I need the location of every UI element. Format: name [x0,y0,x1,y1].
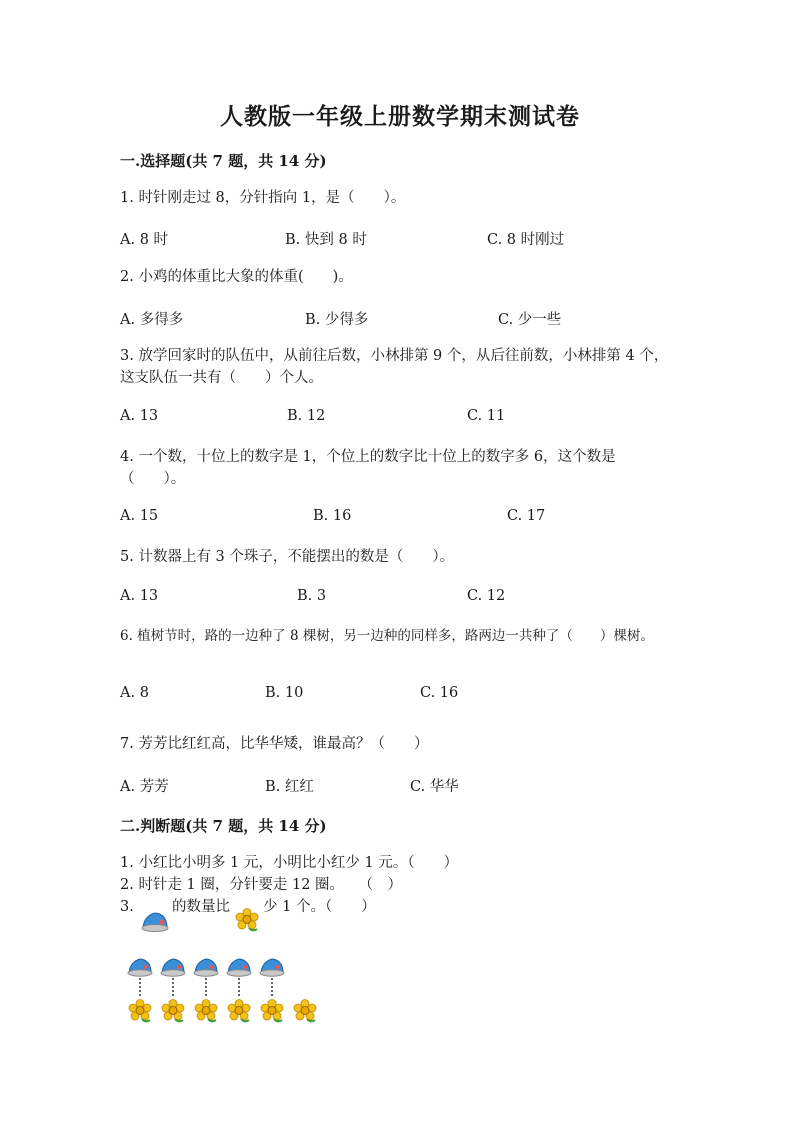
flower-icon [294,1000,316,1022]
option-a: A. 芳芳 [120,779,169,795]
option-b: B. 少得多 [305,312,369,328]
judgement-3-number: 3. [120,899,134,915]
judgement-1: 1. 小红比小明多 1 元，小明比小红少 1 元。（ ） [120,855,459,871]
hats-and-flowers-picture [125,955,325,1027]
flower-icon [162,1000,184,1022]
option-a: A. 13 [120,588,159,604]
option-a: A. 8 [120,685,149,701]
hat-icon [227,959,251,976]
judgement-3-middle: 的数量比 [172,899,230,915]
option-b: B. 12 [287,408,326,424]
flower-icon [261,1000,283,1022]
hat-icon [260,959,284,976]
question-3: 3. 放学回家时的队伍中，从前往后数，小林排第 9 个，从后往前数，小林排第 4 个，这支队伍一共有（ ）个人。 [120,348,669,386]
option-b: B. 红红 [265,779,314,795]
section-heading-judgement: 二.判断题(共 7 题，共 14 分) [120,817,327,835]
option-b: B. 16 [313,508,352,524]
section-heading-choice: 一.选择题(共 7 题，共 14 分) [120,152,327,170]
option-c: C. 17 [507,508,546,524]
flower-icon [129,1000,151,1022]
question-6: 6. 植树节时，路的一边种了 8 棵树，另一边种的同样多，路两边一共种了（ ）棵树。 [120,628,654,644]
option-c: C. 16 [420,685,459,701]
question-2: 2. 小鸡的体重比大象的体重( )。 [120,269,353,285]
option-c: C. 12 [467,588,506,604]
hat-icon [161,959,185,976]
judgement-3-end: 少 1 个。（ ） [263,899,376,915]
question-4: 4. 一个数，十位上的数字是 1，个位上的数字比十位上的数字多 6，这个数是（ ）。 [120,449,616,487]
option-a: A. 多得多 [120,312,184,328]
option-a: A. 13 [120,408,159,424]
option-c: C. 8 时刚过 [487,232,565,248]
option-c: C. 华华 [410,779,459,795]
option-c: C. 11 [467,408,506,424]
option-a: A. 15 [120,508,159,524]
option-a: A. 8 时 [120,232,169,248]
hat-icon [128,959,152,976]
hat-icon [140,908,170,934]
page-title: 人教版一年级上册数学期末测试卷 [220,103,580,130]
flower-icon [228,1000,250,1022]
flower-icon [235,908,259,932]
question-1: 1. 时针刚走过 8，分针指向 1，是（ ）。 [120,190,406,206]
hat-icon [194,959,218,976]
judgement-2: 2. 时针走 1 圈，分针要走 12 圈。 （ ） [120,877,403,893]
option-b: B. 快到 8 时 [285,232,367,248]
flower-icon [195,1000,217,1022]
question-7: 7. 芳芳比红红高，比华华矮，谁最高？（ ） [120,736,429,752]
option-b: B. 10 [265,685,304,701]
question-5: 5. 计数器上有 3 个珠子，不能摆出的数是（ ）。 [120,549,455,565]
option-c: C. 少一些 [498,312,562,328]
option-b: B. 3 [297,588,327,604]
pairing-dotted-lines [140,978,272,996]
